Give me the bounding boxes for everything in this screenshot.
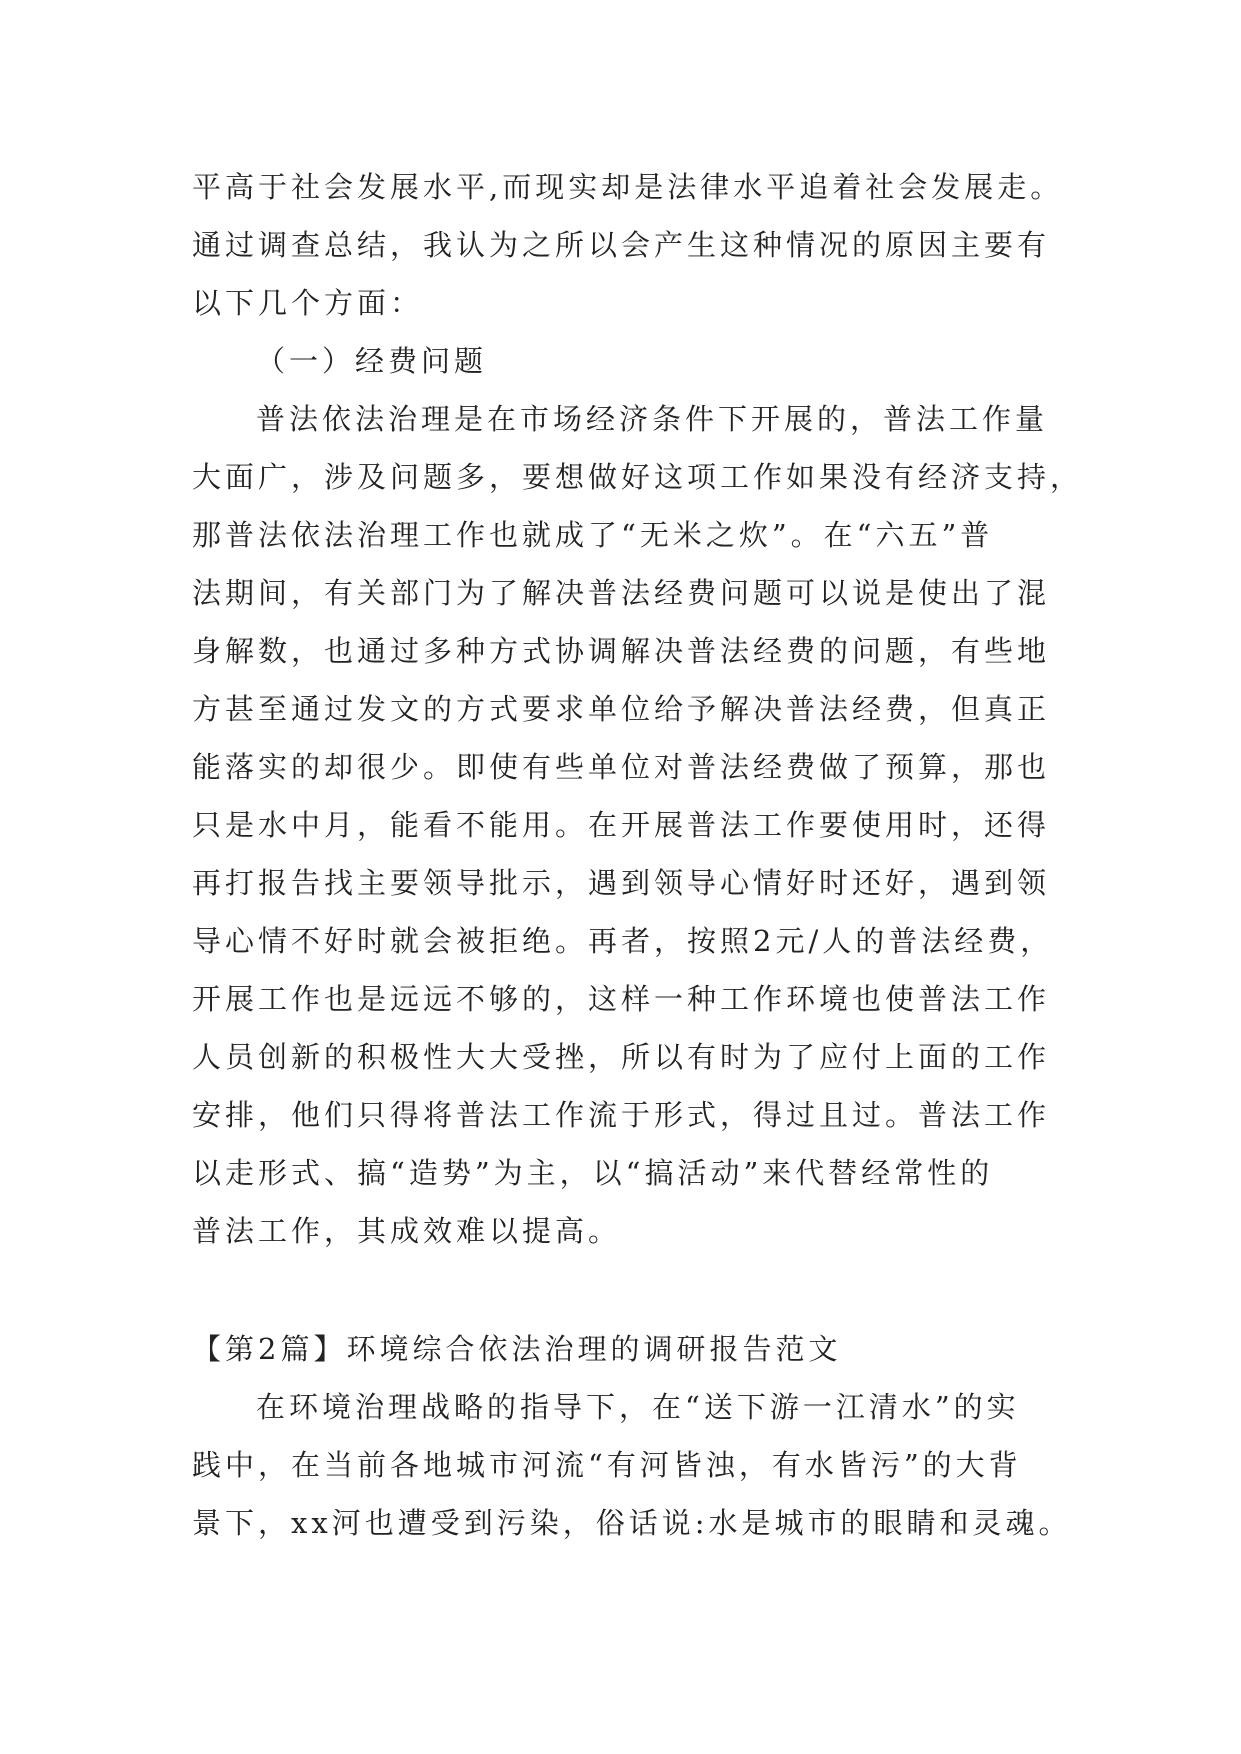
intro-line-3: 以下几个方面： bbox=[192, 286, 424, 320]
section-2-line-2: 践中，在当前各地城市河流“有河皆浊，有水皆污”的大背 bbox=[192, 1448, 1022, 1482]
paragraph-line-11: 开展工作也是远远不够的，这样一种工作环境也使普法工作 bbox=[192, 982, 1051, 1016]
paragraph-line-5: 身解数，也通过多种方式协调解决普法经费的问题，有些地 bbox=[192, 634, 1051, 668]
intro-line-2: 通过调查总结，我认为之所以会产生这种情况的原因主要有 bbox=[192, 228, 1051, 262]
paragraph-line-15: 普法工作，其成效难以提高。 bbox=[192, 1214, 622, 1248]
paragraph-line-12: 人员创新的积极性大大受挫，所以有时为了应付上面的工作 bbox=[192, 1040, 1051, 1074]
paragraph-line-2: 大面广，涉及问题多，要想做好这项工作如果没有经济支持， bbox=[192, 460, 1084, 494]
paragraph-line-3: 那普法依法治理工作也就成了“无米之炊”。在“六五”普 bbox=[192, 518, 994, 552]
paragraph-line-1: 普法依法治理是在市场经济条件下开展的，普法工作量 bbox=[256, 402, 1049, 436]
paragraph-line-9: 再打报告找主要领导批示，遇到领导心情好时还好，遇到领 bbox=[192, 866, 1051, 900]
section-2-line-1: 在环境治理战略的指导下，在“送下游一江清水”的实 bbox=[256, 1390, 1020, 1424]
article-title: 【第2篇】环境综合依法治理的调研报告范文 bbox=[192, 1332, 842, 1366]
paragraph-line-14: 以走形式、搞“造势”为主，以“搞活动”来代替经常性的 bbox=[192, 1156, 994, 1190]
intro-line-1: 平高于社会发展水平,而现实却是法律水平追着社会发展走。 bbox=[192, 170, 1064, 204]
paragraph-line-4: 法期间，有关部门为了解决普法经费问题可以说是使出了混 bbox=[192, 576, 1051, 610]
paragraph-line-7: 能落实的却很少。即使有些单位对普法经费做了预算，那也 bbox=[192, 750, 1051, 784]
section-2-line-3: 景下，xx河也遭受到污染，俗话说:水是城市的眼睛和灵魂。 bbox=[192, 1506, 1072, 1540]
paragraph-line-6: 方甚至通过发文的方式要求单位给予解决普法经费，但真正 bbox=[192, 692, 1051, 726]
section-1 bbox=[192, 158, 1084, 1260]
section-2 bbox=[192, 1320, 1072, 1552]
paragraph-line-10: 导心情不好时就会被拒绝。再者，按照2元/人的普法经费， bbox=[192, 924, 1054, 958]
subheading-funding-issue: （一）经费问题 bbox=[256, 344, 488, 378]
paragraph-line-13: 安排，他们只得将普法工作流于形式，得过且过。普法工作 bbox=[192, 1098, 1051, 1132]
paragraph-line-8: 只是水中月，能看不能用。在开展普法工作要使用时，还得 bbox=[192, 808, 1051, 842]
